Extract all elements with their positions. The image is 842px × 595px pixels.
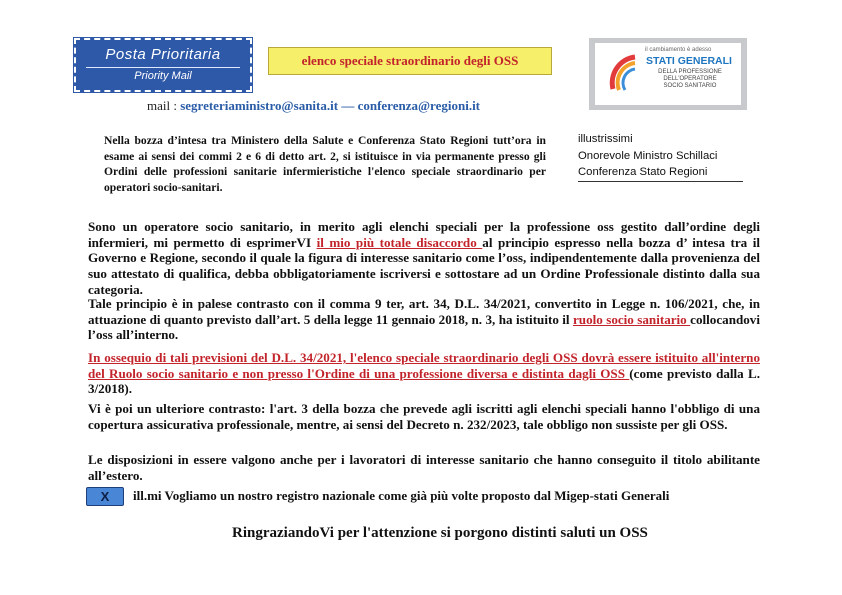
closing-line: RingraziandoVi per l'attenzione si porgono distinti saluti un OSS [232, 525, 648, 541]
stamp-title: Posta Prioritaria [105, 46, 221, 63]
paragraph-contrasto [88, 296, 760, 343]
logo-line-2: DELL'OPERATORE [663, 76, 717, 82]
paragraph-disaccordo [88, 219, 760, 298]
posta-prioritaria-stamp [74, 38, 252, 92]
p2-text-a: Tale principio è in palese contrasto con il comma 9 ter, art. 34, D.L. 34/2021, convertito in Legge n. 106/2021, che, in attuazione di quanto previsto dall’art. 5 della legge 11 gennaio 2018, n. 3, ha istituito il [88, 296, 760, 327]
paragraph-estero: Le disposizioni in essere valgono anche per i lavoratori di interesse sanitario che hanno conseguito il titolo abilitante all’estero. [88, 452, 760, 483]
registro-request: ill.mi Vogliamo un nostro registro nazionale come già più volte proposto dal Migep-stati Generali [133, 488, 670, 503]
recipient-line: illustrissimi [578, 133, 633, 145]
mail-line [147, 98, 480, 114]
p1-text-b: al principio espresso nella bozza d’ intesa tra il Governo e Regione, secondo il quale la figura di interesse sanitario come l’oss, indipendentemente dalla provenienza del suo attestato di qualifica, debba obbligatoriamente iscriversi e sottostare ad un Ordine Professionale distinto dalla sua categoria. [88, 234, 760, 297]
stamp-divider [86, 67, 240, 68]
email-separator: — [338, 98, 358, 113]
recipient-line: Conferenza Stato Regioni [578, 166, 708, 178]
document-title: elenco speciale straordinario degli OSS [268, 47, 552, 75]
stati-generali-logo [589, 38, 747, 110]
mail-label: mail : [147, 98, 181, 113]
logo-tagline: il cambiamento è adesso [645, 47, 712, 53]
checkbox-x[interactable]: X [86, 487, 124, 506]
recipients-block [578, 131, 717, 181]
p1-text-a: Sono un operatore socio sanitario, in merito agli elenchi speciali per la professione oss gestito dall’ordine degli infermieri, mi permetto di esprimerVI [88, 219, 760, 250]
p3-highlight: In ossequio di tali previsioni del D.L. 34/2021, l'elenco speciale straordinario degli OSS dovrà essere istituito all'interno del Ruolo socio sanitario e non presso l'Ordine di una professione diversa e distinta dagli OSS [88, 350, 760, 381]
email-ministro[interactable]: segreteriaministro@sanita.it [180, 98, 339, 113]
recipient-line: Onorevole Ministro Schillaci [578, 149, 718, 162]
p3-text-b: (come previsto dalla L. 3/2018). [88, 365, 760, 397]
logo-line-3: SOCIO SANITARIO [663, 83, 717, 89]
paragraph-ossequio [88, 350, 760, 397]
recipients-rule [578, 181, 743, 182]
paragraph-assicurazione: Vi è poi un ulteriore contrasto: l'art. 3 della bozza che prevede agli iscritti agli elenchi speciali hanno l'obbligo di una copertura assicurativa professionale, mentre, ai sensi del Decreto n. 232/2023, tale obbligo non sussiste per gli OSS. [88, 401, 760, 432]
email-conferenza[interactable]: conferenza@regioni.it [357, 98, 481, 113]
p2-text-b: collocandovi l’oss all’interno. [88, 311, 760, 343]
logo-main-text: STATI GENERALI [646, 55, 732, 67]
logo-panel [595, 43, 741, 105]
arc-logo-icon [605, 53, 639, 93]
p2-highlight: ruolo socio sanitario [572, 311, 691, 327]
p1-highlight: il mio più totale disaccordo [316, 234, 483, 250]
logo-line-1: DELLA PROFESSIONE [658, 69, 722, 75]
intro-paragraph: Nella bozza d’intesa tra Ministero della Salute e Conferenza Stato Regioni tutt’ora in esame ai sensi dei commi 2 e 6 di detto art. 2, si istituisce in via permanente presso gli Ordini delle professioni sanitarie infermieristiche l'elenco speciale straordinario per operatori socio-sanitari. [104, 134, 546, 194]
stamp-subtitle: Priority Mail [134, 70, 192, 82]
